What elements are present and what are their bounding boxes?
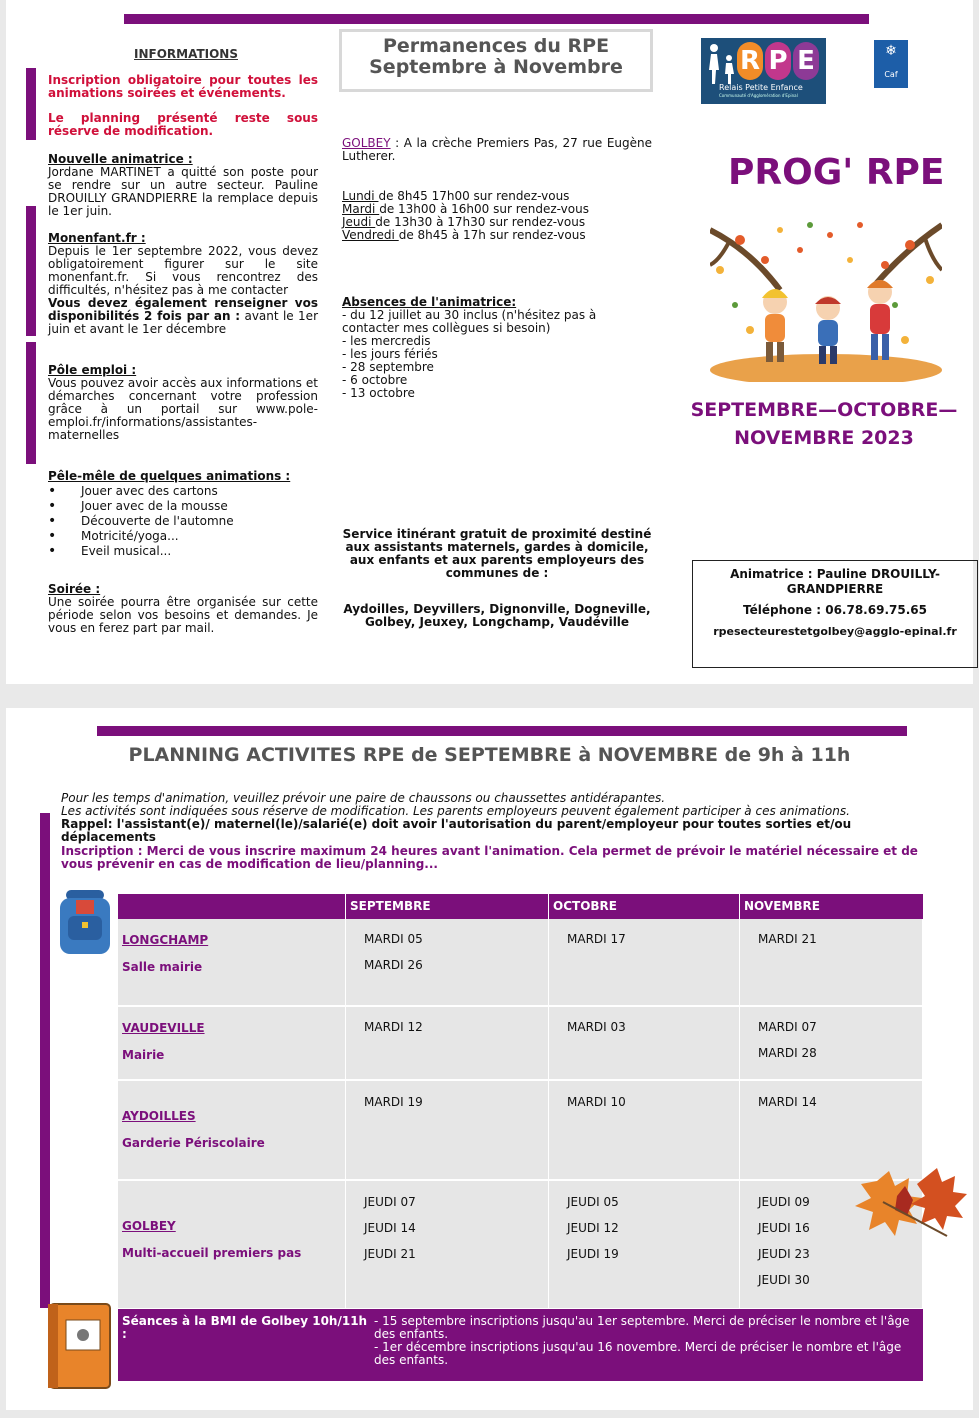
soiree-block	[48, 583, 318, 635]
intro-2: Les activités sont indiquées sous réserve de modification. Les parents employeurs peuvent également participer à ces animations.	[61, 804, 850, 818]
date-entry: MARDI 12	[364, 1020, 423, 1034]
permanences-title-box	[339, 29, 653, 92]
communes-text: Aydoilles, Deyvillers, Dignonville, Dogneville, Golbey, Jeuxey, Longchamp, Vaudéville	[343, 602, 651, 629]
book-icon	[44, 1298, 118, 1392]
absence-item: - 13 octobre	[342, 386, 415, 400]
rpe-letters	[737, 42, 819, 80]
city-cell	[118, 1181, 346, 1309]
permanence-day-hours: de 8h45 à 17h sur rendez-vous	[398, 228, 586, 242]
date-cell-sep	[346, 1181, 549, 1309]
absences-title: Absences de l'animatrice:	[342, 295, 517, 309]
date-cell-sep	[346, 919, 549, 1006]
soiree-text: Une soirée pourra être organisée sur cette période selon vos besoins et demandes. Je vous en ferez part par mail.	[48, 595, 318, 635]
nouvelle-animatrice-text: Jordane MARTINET a quitté son poste pour se rendre sur un autre secteur. Pauline DROUILLY GRANDPIERRE la remplace depuis le 1er juin.	[48, 165, 318, 218]
city-cell	[118, 1081, 346, 1180]
absence-item: - les mercredis	[342, 334, 431, 348]
nouvelle-animatrice-title: Nouvelle animatrice :	[48, 152, 193, 166]
rpe-logo-caption: Relais Petite Enfance	[719, 83, 803, 92]
table-row	[118, 1081, 923, 1180]
pele-mele-item: • Jouer avec de la mousse	[48, 499, 323, 514]
absence-item: - les jours fériés	[342, 347, 438, 361]
date-entry: MARDI 19	[364, 1095, 423, 1109]
intro-3: Rappel: l'assistant(e)/ maternel(le)/salarié(e) doit avoir l'autorisation du parent/employeur pour toutes sorties et/ou déplacements	[61, 817, 852, 844]
venue-name: Garderie Périscolaire	[122, 1136, 265, 1150]
seances-text-1: - 15 septembre inscriptions jusqu'au 1er septembre. Merci de préciser le nombre et l'âge des enfants.	[374, 1314, 910, 1341]
planning-title: PLANNING ACTIVITES RPE de SEPTEMBRE à NOVEMBRE de 9h à 11h	[128, 744, 851, 766]
seances-text-2: - 1er décembre inscriptions jusqu'au 16 novembre. Merci de préciser le nombre et l'âge des enfants.	[374, 1340, 902, 1367]
autumn-leaves-icon	[847, 1166, 973, 1256]
pele-mele-item: • Jouer avec des cartons	[48, 484, 323, 499]
date-entry: MARDI 14	[758, 1095, 817, 1109]
date-cell-oct	[549, 1081, 740, 1180]
permanence-day-name: Mardi	[342, 202, 380, 216]
top-bar-2	[97, 726, 907, 736]
permanence-day-name: Jeudi	[342, 215, 376, 229]
pole-emploi-text: Vous pouvez avoir accès aux informations et démarches concernant votre profession grâce à un portail sur www.pole-emploi.fr/informations/assistantes-maternelles	[48, 376, 318, 442]
date-cell-oct	[549, 1181, 740, 1309]
rpe-logo	[701, 38, 826, 104]
golbey-text: : A la crèche Premiers Pas, 27 rue Eugène Lutherer.	[342, 136, 652, 163]
permanence-day-name: Vendredi	[342, 228, 399, 242]
pele-mele-item: • Découverte de l'automne	[48, 514, 323, 529]
date-cell-nov	[740, 1007, 923, 1080]
pele-mele-block	[48, 469, 323, 559]
date-entry: JEUDI 14	[364, 1221, 416, 1235]
absence-item: - 6 octobre	[342, 373, 408, 387]
venue-name: Salle mairie	[122, 960, 203, 974]
city-name: AYDOILLES	[122, 1109, 196, 1123]
notice-planning: Le planning présenté reste sous réserve de modification.	[48, 111, 318, 138]
informations-heading: INFORMATIONS	[134, 47, 238, 61]
date-entry: JEUDI 30	[758, 1273, 810, 1287]
autumn-children-illustration	[710, 210, 942, 382]
service-text: Service itinérant gratuit de proximité destiné aux assistants maternels, gardes à domicile, aux enfants et aux parents employeurs des communes de :	[342, 527, 652, 580]
date-entry: JEUDI 07	[364, 1195, 416, 1209]
period-line2: NOVEMBRE 2023	[734, 427, 914, 449]
contact-box	[692, 560, 978, 668]
seances-label: Séances à la BMI de Golbey 10h/11h :	[122, 1314, 368, 1341]
venue-name: Mairie	[122, 1048, 165, 1062]
family-icon	[704, 42, 738, 88]
pele-mele-item: • Eveil musical...	[48, 544, 323, 559]
permanence-days	[342, 190, 652, 242]
date-entry: MARDI 10	[567, 1095, 626, 1109]
brochure-page-2	[6, 708, 973, 1410]
header-octobre: OCTOBRE	[549, 894, 739, 919]
pole-emploi-title: Pôle emploi :	[48, 363, 137, 377]
permanences-title-line2: Septembre à Novembre	[369, 56, 623, 78]
backpack-icon	[54, 886, 116, 958]
pele-mele-list	[48, 484, 323, 559]
date-entry: MARDI 05	[364, 932, 423, 946]
date-cell-nov	[740, 919, 923, 1006]
inscription-text: Inscription : Merci de vous inscrire maximum 24 heures avant l'animation. Cela permet de prévoir le matériel nécessaire et de vous prévenir en cas de modification de lieu/planning...	[61, 844, 918, 871]
period-title	[674, 396, 974, 452]
rpe-letter-e: E	[793, 42, 819, 80]
permanence-day-hours: de 8h45 17h00 sur rendez-vous	[378, 189, 570, 203]
contact-phone: Téléphone : 06.78.69.75.65	[743, 603, 927, 617]
permanence-day-name: Lundi	[342, 189, 379, 203]
date-cell-oct	[549, 1007, 740, 1080]
period-line1: SEPTEMBRE—OCTOBRE—	[690, 399, 958, 421]
monenfant-text: Depuis le 1er septembre 2022, vous devez obligatoirement figurer sur le site monenfant.fr. Si vous rencontrez des difficultés, n'hésitez pas à me contacter	[48, 244, 318, 297]
date-entry: MARDI 07	[758, 1020, 817, 1034]
venue-name: Multi-accueil premiers pas	[122, 1246, 302, 1260]
city-name: LONGCHAMP	[122, 933, 209, 947]
date-entry: MARDI 26	[364, 958, 423, 972]
date-entry: JEUDI 05	[567, 1195, 619, 1209]
date-cell-sep	[346, 1007, 549, 1080]
table-row	[118, 919, 923, 1006]
contact-email[interactable]: rpesecteurestetgolbey@agglo-epinal.fr	[713, 625, 957, 638]
city-cell	[118, 1007, 346, 1080]
date-entry: MARDI 28	[758, 1046, 817, 1060]
date-entry: JEUDI 19	[567, 1247, 619, 1261]
golbey-label: GOLBEY	[342, 136, 391, 150]
date-entry: JEUDI 16	[758, 1221, 810, 1235]
left-accent-bar-page2	[40, 813, 50, 1308]
date-entry: JEUDI 09	[758, 1195, 810, 1209]
date-entry: MARDI 17	[567, 932, 626, 946]
brochure-page-1	[6, 0, 973, 684]
monenfant-block	[48, 232, 318, 336]
header-empty	[118, 894, 345, 919]
pole-emploi-block	[48, 364, 318, 442]
table-row	[118, 1007, 923, 1080]
absences-list	[342, 309, 652, 400]
absences-block	[342, 296, 652, 400]
absence-item: - 28 septembre	[342, 360, 434, 374]
monenfant-end: avant le 1er juin et avant le 1er décembre	[48, 309, 318, 336]
left-accent-bar-1	[26, 68, 36, 140]
notice-inscription: Inscription obligatoire pour toutes les animations soirées et événements.	[48, 73, 318, 100]
permanence-day-row	[342, 229, 652, 242]
header-septembre: SEPTEMBRE	[346, 894, 548, 919]
date-entry: JEUDI 21	[364, 1247, 416, 1261]
date-entry: MARDI 03	[567, 1020, 626, 1034]
date-entry: MARDI 21	[758, 932, 817, 946]
soiree-title: Soirée :	[48, 582, 101, 596]
monenfant-bold: Vous devez également renseigner vos disponibilités 2 fois par an :	[48, 296, 318, 323]
header-novembre: NOVEMBRE	[740, 894, 923, 919]
pele-mele-title: Pêle-mêle de quelques animations :	[48, 469, 291, 483]
date-entry: JEUDI 12	[567, 1221, 619, 1235]
date-entry: JEUDI 23	[758, 1247, 810, 1261]
contact-name: Animatrice : Pauline DROUILLY-GRANDPIERRE	[730, 567, 940, 596]
city-cell	[118, 919, 346, 1006]
nouvelle-animatrice-block	[48, 153, 318, 218]
city-name: GOLBEY	[122, 1219, 176, 1233]
prog-rpe-title: PROG' RPE	[728, 152, 945, 193]
seances-bmi-row	[118, 1309, 923, 1381]
city-name: VAUDEVILLE	[122, 1021, 205, 1035]
left-accent-bar-3	[26, 342, 36, 464]
date-cell-sep	[346, 1081, 549, 1180]
pele-mele-item: • Motricité/yoga...	[48, 529, 323, 544]
permanence-day-hours: de 13h00 à 16h00 sur rendez-vous	[379, 202, 589, 216]
permanences-title-line1: Permanences du RPE	[382, 35, 610, 57]
golbey-address	[342, 137, 652, 163]
table-row	[118, 1181, 923, 1309]
monenfant-title: Monenfant.fr :	[48, 231, 146, 245]
top-bar	[124, 14, 869, 24]
left-accent-bar-2	[26, 206, 36, 336]
rpe-letter-r: R	[737, 42, 763, 80]
snowflake-icon: ❄	[885, 43, 897, 59]
intro-1: Pour les temps d'animation, veuillez prévoir une paire de chaussons ou chaussettes antidérapantes.	[61, 791, 666, 805]
permanence-day-hours: de 13h30 à 17h30 sur rendez-vous	[375, 215, 586, 229]
rpe-letter-p: P	[765, 42, 791, 80]
caf-logo	[874, 40, 908, 88]
date-cell-oct	[549, 919, 740, 1006]
absence-item: - du 12 juillet au 30 inclus (n'hésitez pas à contacter mes collègues si besoin)	[342, 308, 597, 335]
caf-text: Caf	[884, 70, 898, 79]
rpe-logo-small: Communauté d'Agglomération d'Epinal	[719, 93, 798, 98]
